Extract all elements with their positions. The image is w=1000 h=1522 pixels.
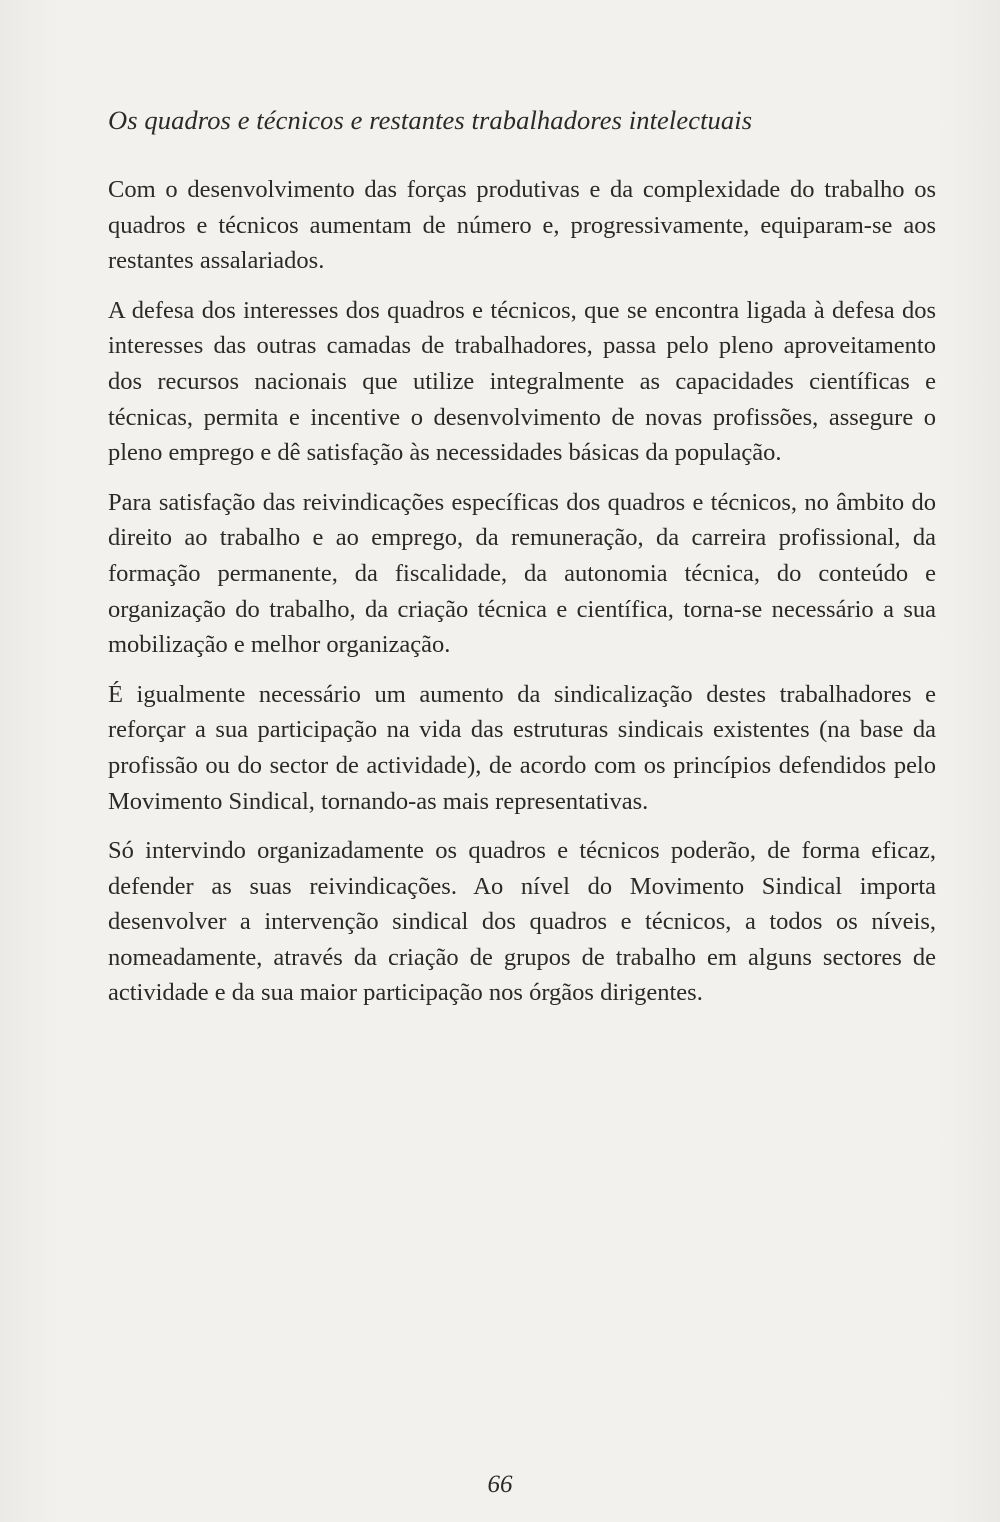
paragraph-5: Só intervindo organizadamente os quadros e técnicos poderão, de forma eficaz, defender as suas reivindicações. Ao nível do Movimento Sindical importa desenvolver a intervenção sindical dos quadros e técnicos, a todos os níveis, nomeadamente, através da criação de grupos de trabalho em alguns sectores de actividade e da sua maior participação nos órgãos dirigentes.	[108, 837, 936, 1007]
page-content	[108, 102, 936, 1025]
paragraph-1: Com o desenvolvimento das forças produtivas e da complexidade do trabalho os quadros e técnicos aumentam de número e, progressivamente, equiparam-se aos restantes assalariados.	[108, 176, 936, 275]
section-heading: Os quadros e técnicos e restantes trabalhadores intelectuais	[108, 105, 753, 135]
paragraph-2: A defesa dos interesses dos quadros e técnicos, que se encontra ligada à defesa dos interesses das outras camadas de trabalhadores, passa pelo pleno aproveitamento dos recursos nacionais que utilize integralmente as capacidades científicas e técnicas, permita e incentive o desenvolvimento de novas profissões, assegure o pleno emprego e dê satisfação às necessidades básicas da população.	[108, 296, 936, 467]
paragraph-3: Para satisfação das reivindicações específicas dos quadros e técnicos, no âmbito do direito ao trabalho e ao emprego, da remuneração, da carreira profissional, da formação permanente, da fiscalidade, da autonomia técnica, do conteúdo e organização do trabalho, da criação técnica e científica, torna-se necessário a sua mobilização e melhor organização.	[108, 488, 936, 659]
paragraph-4: É igualmente necessário um aumento da sindicalização destes trabalhadores e reforçar a sua participação na vida das estruturas sindicais existentes (na base da profissão ou do sector de actividade), de acordo com os princípios defendidos pelo Movimento Sindical, tornando-as mais representativas.	[108, 680, 936, 815]
page-number: 66	[487, 1471, 513, 1498]
